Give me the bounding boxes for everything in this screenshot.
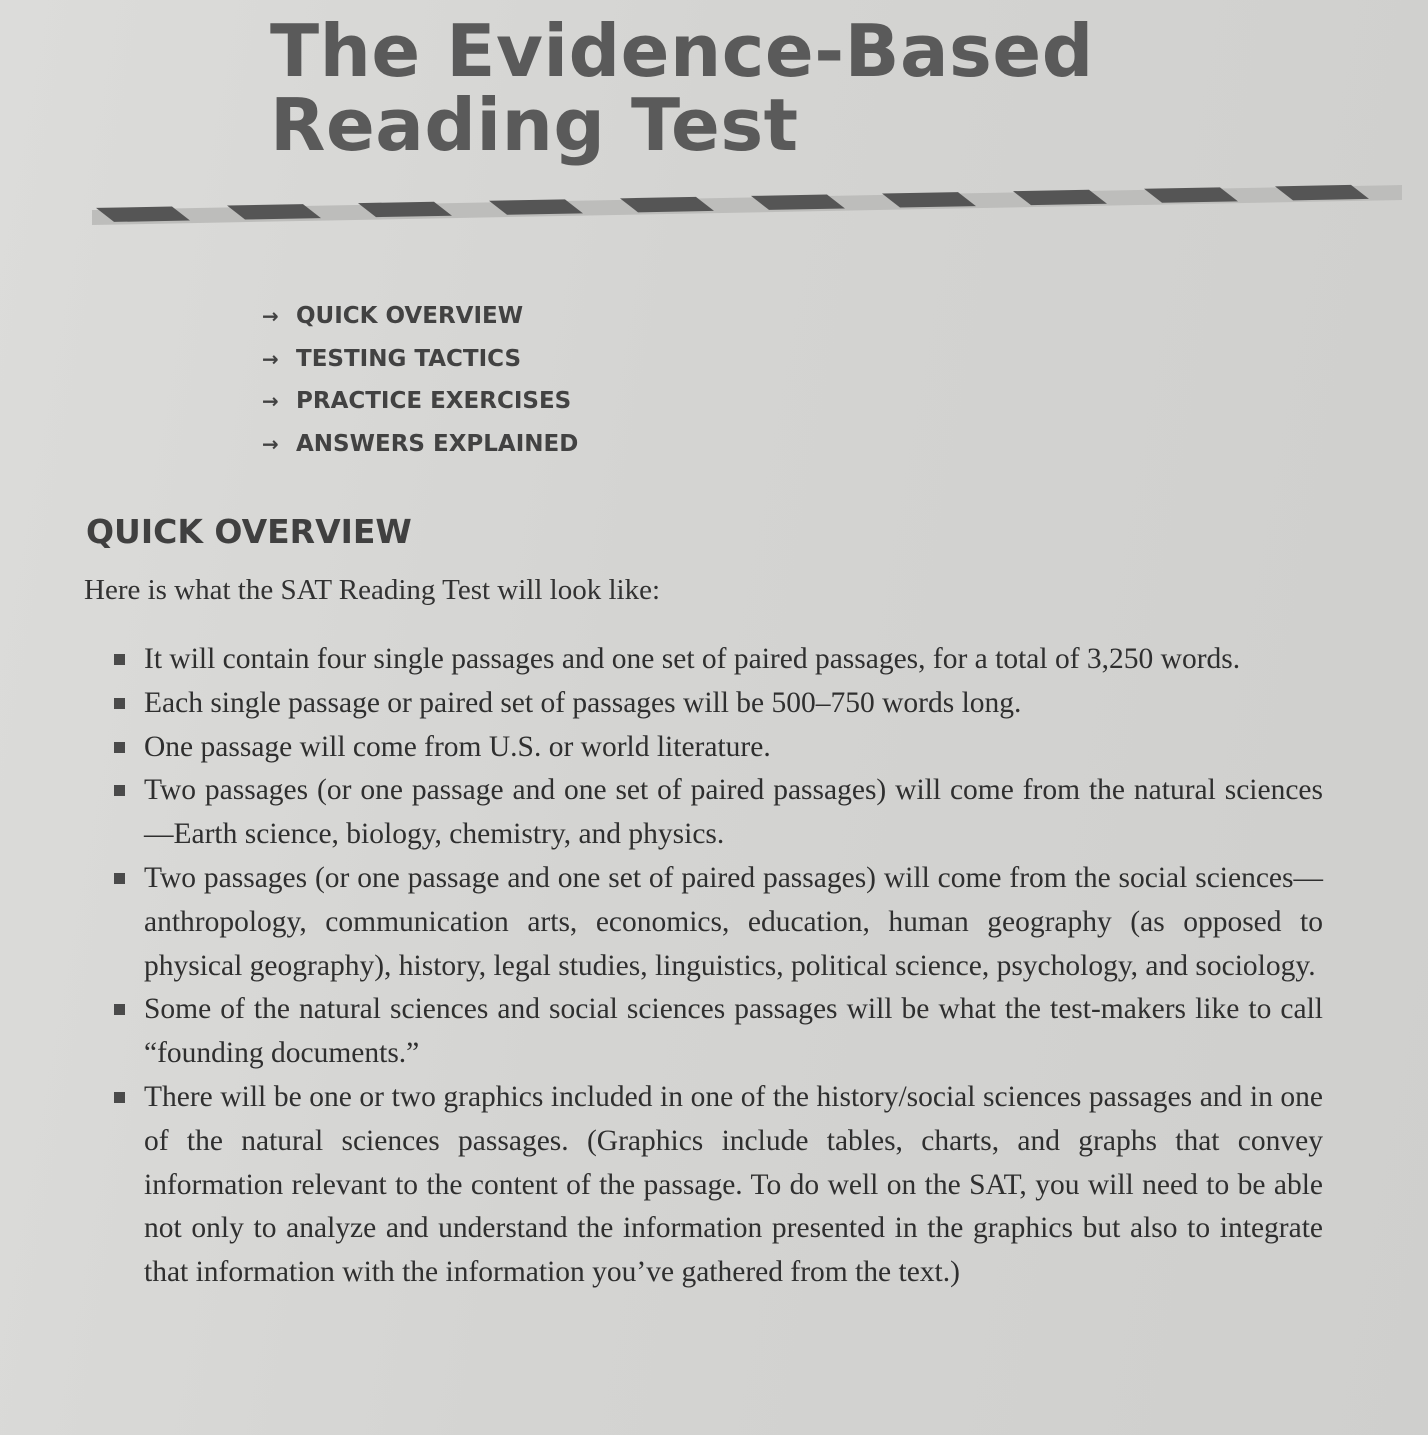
list-item: It will contain four single passages and one set of paired passages, for a total of 3,250 words. [98,638,1323,682]
chapter-title-line-2: Reading Test [270,83,799,167]
toc-item [262,298,578,341]
toc-item-label: QUICK OVERVIEW [296,303,524,329]
toc-item [262,341,578,384]
list-item: Two passages (or one passage and one set of paired passages) will come from the social sciences—anthropology, communication arts, economics, education, human geography (as opposed to physical geography), history, legal studies, linguistics, political science, psychology, and sociology. [98,857,1323,988]
toc-item [262,383,578,426]
arrow-right-icon: → [262,389,279,413]
list-item: One passage will come from U.S. or world literature. [98,726,1323,770]
toc-item-label: ANSWERS EXPLAINED [296,430,579,457]
chapter-title [270,9,1094,167]
overview-list [98,638,1323,1295]
toc-item-label: TESTING TACTICS [296,345,522,372]
toc-item [262,426,578,469]
chapter-title-line-1: The Evidence-Based [270,9,1094,93]
list-item: There will be one or two graphics included in one of the history/social sciences passages and in one of the natural sciences passages. (Graphics include tables, charts, and graphs that convey information relevant to the content of the passage. To do well on the SAT, you will need to be able not only to analyze and understand the information presented in the graphics but also to integrate that information with the information you’ve gathered from the text.) [98,1076,1323,1295]
list-item: Two passages (or one passage and one set of paired passages) will come from the natural sciences—Earth science, biology, chemistry, and physics. [98,769,1323,857]
toc-item-label: PRACTICE EXERCISES [296,388,572,414]
decorative-stripe [92,180,1402,230]
list-item: Each single passage or paired set of passages will be 500–750 words long. [98,682,1323,726]
section-intro: Here is what the SAT Reading Test will look like: [84,574,661,606]
section-heading: QUICK OVERVIEW [86,512,412,551]
list-item: Some of the natural sciences and social sciences passages will be what the test-makers like to call “founding documents.” [98,988,1323,1076]
arrow-right-icon: → [262,304,279,328]
arrow-right-icon: → [262,346,279,371]
arrow-right-icon: → [262,431,279,456]
chapter-contents [262,298,578,468]
